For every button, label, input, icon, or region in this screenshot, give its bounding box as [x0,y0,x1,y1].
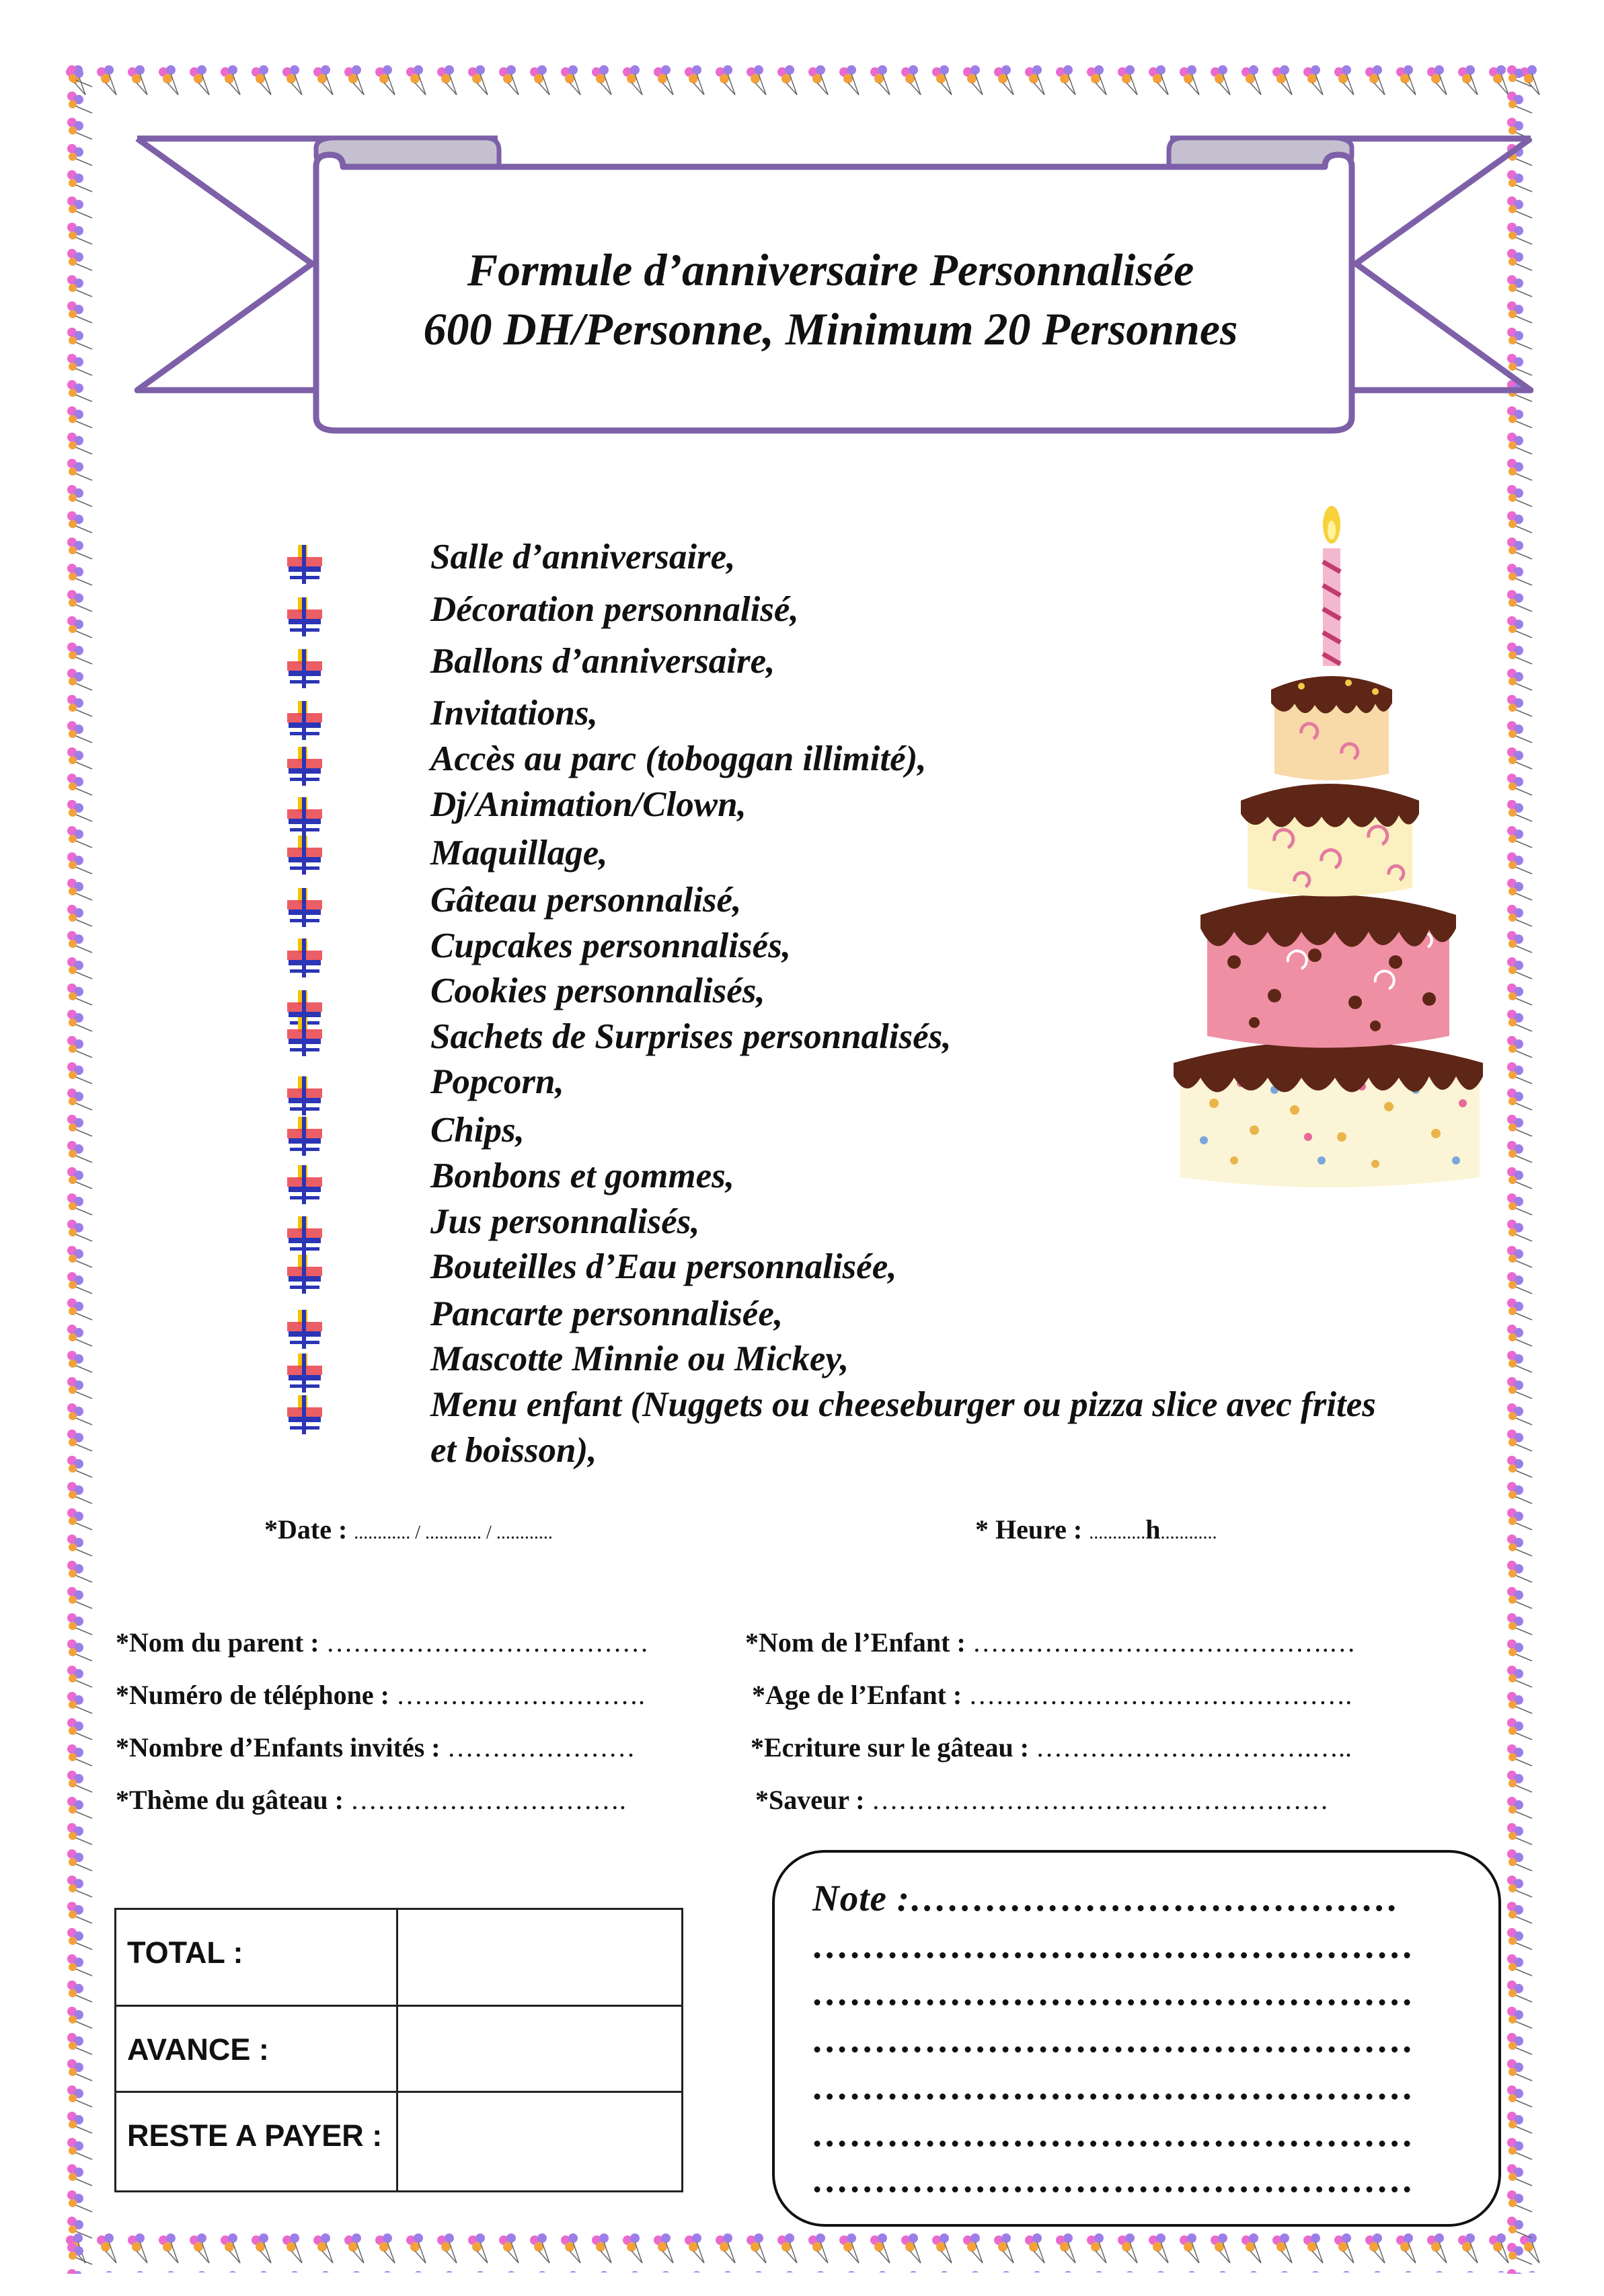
feature-item: Cupcakes personnalisés, [430,926,791,965]
feature-item: Sachets de Surprises personnalisés, [430,1017,952,1056]
feature-item: Jus personnalisés, [430,1202,700,1241]
heure-dots-hours: ............ [1089,1522,1146,1543]
pushpin-icon [286,1253,323,1295]
feature-item: Dj/Animation/Clown, [430,785,747,824]
feature-item: Ballons d’anniversaire, [430,642,775,681]
nom-parent-dots: ……………………………… [326,1627,649,1658]
telephone-label: *Numéro de téléphone : [116,1680,396,1710]
feature-item: Bouteilles d’Eau personnalisée, [430,1247,897,1286]
feature-item: Popcorn, [430,1062,564,1101]
pushpin-icon [286,1308,323,1350]
telephone-field[interactable] [116,1679,645,1711]
theme-gateau-label: *Thème du gâteau : [116,1785,350,1815]
ecriture-gateau-field[interactable] [751,1732,1352,1763]
pushpin-icon [286,834,323,876]
feature-item: Accès au parc (toboggan illimité), [430,739,927,778]
note-line: ………………………………………… [812,1972,1415,2013]
pushpin-icon [286,1352,323,1394]
heure-label: * Heure : [975,1514,1090,1545]
pushpin-icon [286,596,323,638]
theme-gateau-field[interactable] [116,1784,626,1816]
note-line: ………………………………………… [812,2113,1415,2154]
total-value-cell[interactable] [397,1909,682,2006]
telephone-dots: ………………………. [396,1680,645,1710]
table-row [116,2092,683,2192]
table-row [116,2006,683,2092]
pushpin-icon [286,544,323,585]
note-line: ………………………………………… [812,2019,1415,2060]
pushpin-icon [286,1164,323,1206]
heure-dots-minutes: ............ [1160,1522,1217,1543]
balloon-border-bottom [64,2232,1543,2272]
feature-item: Chips, [430,1111,525,1150]
table-row [116,1909,683,2006]
pushpin-icon [286,937,323,979]
nom-enfant-dots: ………………………………….… [972,1627,1356,1658]
saveur-label: *Saveur : [755,1785,872,1815]
pushpin-icon [286,1394,323,1436]
feature-item: Pancarte personnalisée, [430,1294,784,1333]
saveur-field[interactable] [755,1784,1329,1816]
pushpin-icon [286,1215,323,1257]
age-enfant-dots: ……………………………………. [968,1680,1352,1710]
nom-parent-field[interactable] [116,1627,649,1658]
nombre-invites-dots: ………………… [447,1732,636,1763]
age-enfant-label: *Age de l’Enfant : [752,1680,969,1710]
feature-item: Décoration personnalisé, [430,590,799,629]
feature-item: Invitations, [430,694,598,733]
feature-item: Salle d’anniversaire, [430,538,736,577]
pushpin-icon [286,1016,323,1058]
nom-parent-label: *Nom du parent : [116,1627,326,1658]
avance-label: AVANCE : [116,2006,397,2092]
date-label: *Date : [264,1514,354,1545]
balloon-border-left [64,64,102,2274]
totals-table [114,1908,683,2192]
reste-a-payer-value-cell[interactable] [397,2092,682,2192]
nom-enfant-label: *Nom de l’Enfant : [745,1627,972,1658]
feature-item: Maquillage, [430,834,608,873]
pushpin-icon [286,887,323,928]
heure-field[interactable] [975,1514,1217,1545]
note-line: ………………………………………… [812,2066,1415,2107]
feature-item: Bonbons et gommes, [430,1156,735,1195]
pushpin-icon [286,648,323,690]
pushpin-icon [286,700,323,741]
nom-enfant-field[interactable] [745,1627,1356,1658]
date-dots: ............ / ............ / ............ [354,1522,553,1543]
pushpin-icon [286,1075,323,1117]
feature-item: et boisson), [430,1431,597,1470]
banner-title-line2: 600 DH/Personne, Minimum 20 Personnes [423,303,1238,355]
saveur-dots: …………………………………………… [871,1785,1329,1815]
balloon-border-top [64,64,1543,102]
feature-item: Mascotte Minnie ou Mickey, [430,1339,849,1378]
feature-item: Cookies personnalisés, [430,971,765,1010]
nombre-invites-label: *Nombre d’Enfants invités : [116,1732,447,1763]
nombre-invites-field[interactable] [116,1732,636,1763]
ecriture-gateau-dots: ………………………….….. [1036,1732,1352,1763]
age-enfant-field[interactable] [752,1679,1352,1711]
pushpin-icon [286,796,323,838]
total-label: TOTAL : [116,1909,397,2006]
feature-item: Gâteau personnalisé, [430,881,742,920]
feature-item: Menu enfant (Nuggets ou cheeseburger ou pizza slice avec frites [430,1385,1376,1424]
banner-title-line1: Formule d’anniversaire Personnalisée [467,244,1194,295]
note-line: ………………………………………… [812,2159,1415,2200]
date-field[interactable] [264,1514,553,1545]
note-line: Note :………………………………… [812,1878,1400,1919]
pushpin-icon [286,745,323,787]
avance-value-cell[interactable] [397,2006,682,2092]
pushpin-icon [286,1115,323,1157]
ecriture-gateau-label: *Ecriture sur le gâteau : [751,1732,1036,1763]
reste-a-payer-label: RESTE A PAYER : [116,2092,397,2192]
heure-h-separator: h [1145,1514,1161,1545]
theme-gateau-dots: …………………………. [350,1785,626,1815]
birthday-cake-illustration [1174,498,1483,1197]
note-line: ………………………………………… [812,1925,1415,1966]
